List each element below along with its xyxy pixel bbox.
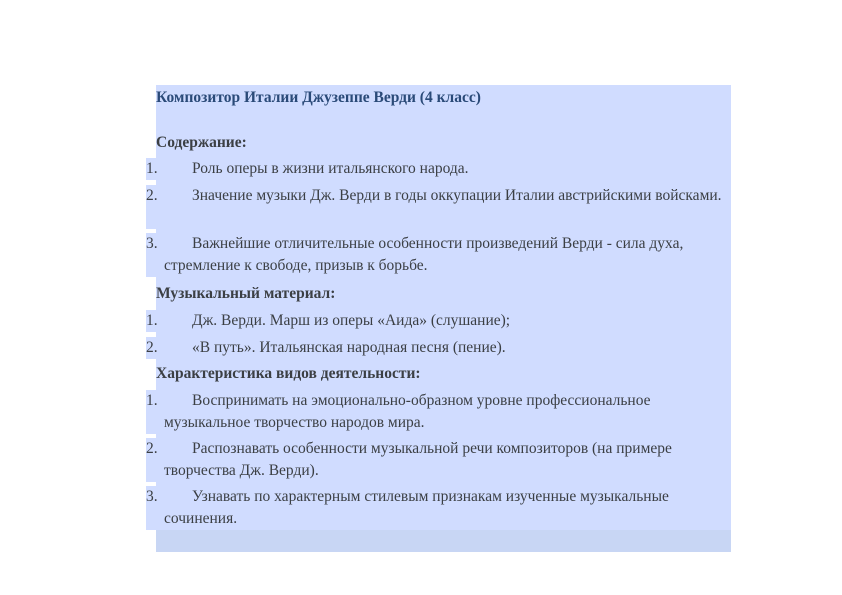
list-item-number: 3. bbox=[146, 235, 158, 252]
list-item-number: 2. bbox=[146, 440, 158, 457]
list-item bbox=[146, 337, 731, 359]
list-item-number: 3. bbox=[146, 488, 158, 505]
list-item-text: Роль оперы в жизни итальянского народа. bbox=[192, 160, 469, 177]
list-item bbox=[146, 486, 731, 530]
section-heading-activities: Характеристика видов деятельности: bbox=[156, 365, 421, 382]
list-item-text: Распознавать особенности музыкальной речи композиторов (на примере творчества Дж. Верди). bbox=[164, 440, 672, 479]
section-heading-content: Содержание: bbox=[156, 134, 247, 151]
list-item-number: 1. bbox=[146, 312, 158, 329]
list-item-text: Значение музыки Дж. Верди в годы оккупации Италии австрийскими войсками. bbox=[192, 187, 722, 204]
list-item-number: 1. bbox=[146, 392, 158, 409]
list-item bbox=[146, 158, 731, 180]
list-item bbox=[146, 233, 731, 277]
document-title: Композитор Италии Джузеппе Верди (4 класс) bbox=[156, 89, 481, 106]
list-item-text: Воспринимать на эмоционально-образном уровне профессиональное музыкальное творчество народов мира. bbox=[164, 392, 651, 431]
list-item bbox=[146, 390, 731, 434]
list-item-text: «В путь». Итальянская народная песня (пение). bbox=[192, 339, 506, 356]
list-item-text: Важнейшие отличительные особенности произведений Верди - сила духа, стремление к свободе, призыв к борьбе. bbox=[164, 235, 684, 274]
list-item-number: 1. bbox=[146, 160, 158, 177]
list-item-number: 2. bbox=[146, 339, 158, 356]
list-item bbox=[146, 185, 731, 229]
list-item bbox=[146, 310, 731, 332]
list-item-text: Узнавать по характерным стилевым признакам изученные музыкальные сочинения. bbox=[164, 488, 669, 527]
section-heading-material: Музыкальный материал: bbox=[156, 285, 336, 302]
list-item-number: 2. bbox=[146, 187, 158, 204]
list-item bbox=[146, 438, 731, 482]
list-item-text: Дж. Верди. Марш из оперы «Аида» (слушание); bbox=[192, 312, 511, 329]
content-highlight-footer bbox=[156, 528, 731, 552]
